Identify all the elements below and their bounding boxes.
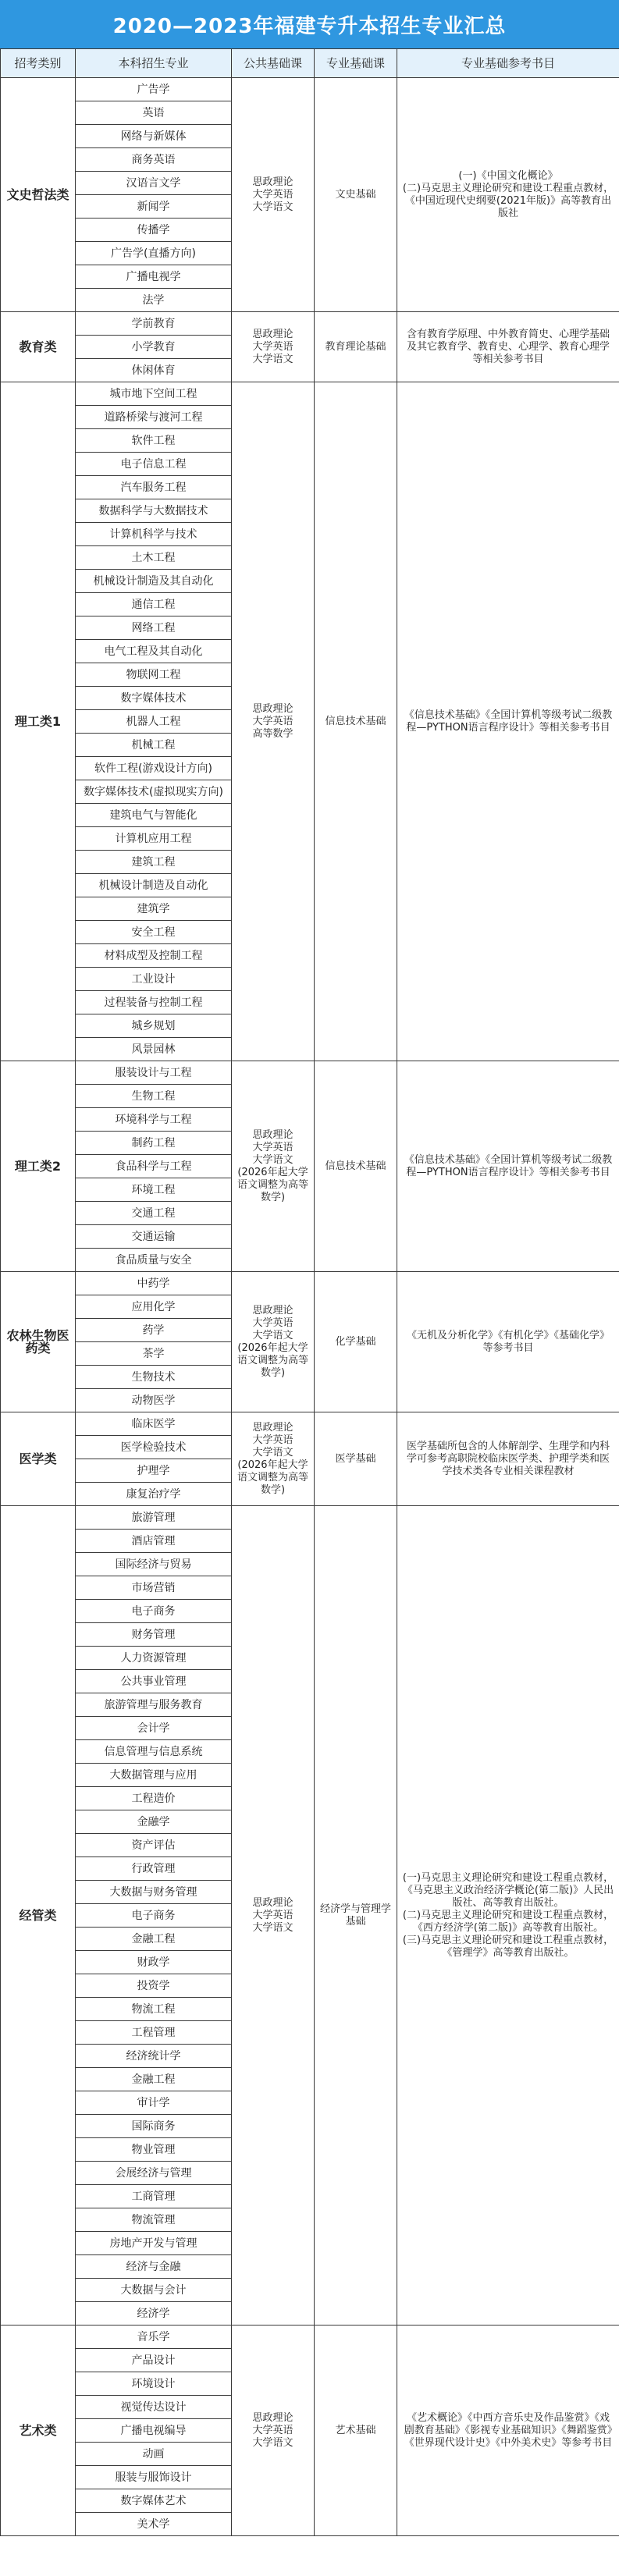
public-course-line: (2026年起大学语文调整为高等数学) bbox=[237, 1459, 308, 1496]
major-cell: 环境工程 bbox=[76, 1178, 232, 1202]
base-course-cell: 信息技术基础 bbox=[315, 382, 397, 1061]
major-cell: 工程造价 bbox=[76, 1787, 232, 1810]
reference-cell bbox=[397, 1412, 619, 1506]
category-cell: 理工类1 bbox=[1, 382, 76, 1061]
public-course-line: 高等数学 bbox=[252, 727, 293, 740]
major-cell: 材料成型及控制工程 bbox=[76, 944, 232, 968]
public-course-line: 思政理论 bbox=[252, 1421, 293, 1434]
major-cell: 学前教育 bbox=[76, 312, 232, 336]
reference-line: (一)马克思主义理论研究和建设工程重点教材，《马克思主义政治经济学概论(第二版)》人民出版社、高等教育出版社。 bbox=[402, 1871, 614, 1909]
major-cell: 法学 bbox=[76, 289, 232, 312]
reference-line: (二)马克思主义理论研究和建设工程重点教材，《西方经济学(第二版)》高等教育出版社。 bbox=[402, 1909, 614, 1934]
table-row bbox=[1, 2326, 619, 2349]
reference-line: (二)马克思主义理论研究和建设工程重点教材，《中国近现代史纲要(2021年版)》高等教育出版社 bbox=[402, 182, 614, 219]
page-title: 2020—2023年福建专升本招生专业汇总 bbox=[0, 0, 619, 48]
public-course-cell bbox=[232, 2326, 315, 2536]
major-cell: 网络与新媒体 bbox=[76, 125, 232, 148]
public-course-cell bbox=[232, 1412, 315, 1506]
major-cell: 汉语言文学 bbox=[76, 172, 232, 195]
major-cell: 广播电视学 bbox=[76, 265, 232, 289]
public-course-line: 思政理论 bbox=[252, 328, 293, 340]
major-cell: 经济统计学 bbox=[76, 2045, 232, 2068]
major-cell: 公共事业管理 bbox=[76, 1670, 232, 1693]
header-category: 招考类别 bbox=[1, 49, 76, 78]
table-row bbox=[1, 1061, 619, 1085]
major-cell: 物流工程 bbox=[76, 1998, 232, 2021]
major-cell: 制药工程 bbox=[76, 1132, 232, 1155]
public-course-line: 大学语文 bbox=[252, 1153, 293, 1166]
major-cell: 金融工程 bbox=[76, 2068, 232, 2091]
major-cell: 建筑电气与智能化 bbox=[76, 804, 232, 827]
major-cell: 小学教育 bbox=[76, 336, 232, 359]
header-row bbox=[1, 49, 619, 78]
major-cell: 金融工程 bbox=[76, 1928, 232, 1951]
major-cell: 茶学 bbox=[76, 1342, 232, 1366]
major-cell: 交通工程 bbox=[76, 1202, 232, 1225]
table-row bbox=[1, 1272, 619, 1295]
major-cell: 机械设计制造及其自动化 bbox=[76, 570, 232, 593]
reference-cell bbox=[397, 1061, 619, 1272]
public-course-cell bbox=[232, 382, 315, 1061]
major-cell: 机器人工程 bbox=[76, 710, 232, 734]
major-cell: 城乡规划 bbox=[76, 1014, 232, 1038]
public-course-line: 思政理论 bbox=[252, 702, 293, 715]
reference-cell bbox=[397, 312, 619, 382]
major-cell: 广告学(直播方向) bbox=[76, 242, 232, 265]
major-cell: 行政管理 bbox=[76, 1857, 232, 1881]
major-cell: 食品质量与安全 bbox=[76, 1249, 232, 1272]
major-cell: 大数据与会计 bbox=[76, 2279, 232, 2302]
table-row bbox=[1, 312, 619, 336]
reference-cell bbox=[397, 1506, 619, 2326]
major-cell: 电气工程及其自动化 bbox=[76, 640, 232, 663]
major-cell: 酒店管理 bbox=[76, 1530, 232, 1553]
reference-line: 含有教育学原理、中外教育简史、心理学基础及其它教育学、教育史、心理学、教育心理学等相关参考书目 bbox=[406, 328, 610, 365]
table-row bbox=[1, 78, 619, 101]
public-course-line: 思政理论 bbox=[252, 1304, 293, 1316]
major-cell: 软件工程 bbox=[76, 429, 232, 453]
category-cell: 医学类 bbox=[1, 1412, 76, 1506]
table-row bbox=[1, 382, 619, 406]
major-cell: 财政学 bbox=[76, 1951, 232, 1974]
major-cell: 传播学 bbox=[76, 219, 232, 242]
base-course-cell: 信息技术基础 bbox=[315, 1061, 397, 1272]
public-course-line: 思政理论 bbox=[252, 1896, 293, 1909]
major-cell: 数字媒体艺术 bbox=[76, 2489, 232, 2513]
category-cell: 农林生物医药类 bbox=[1, 1272, 76, 1412]
major-cell: 计算机应用工程 bbox=[76, 827, 232, 851]
major-cell: 康复治疗学 bbox=[76, 1483, 232, 1506]
public-course-line: 大学英语 bbox=[252, 1434, 293, 1446]
major-cell: 交通运输 bbox=[76, 1225, 232, 1249]
category-cell: 理工类2 bbox=[1, 1061, 76, 1272]
major-cell: 建筑学 bbox=[76, 897, 232, 921]
major-cell: 土木工程 bbox=[76, 546, 232, 570]
major-cell: 大数据管理与应用 bbox=[76, 1764, 232, 1787]
major-cell: 休闲体育 bbox=[76, 359, 232, 382]
public-course-line: 大学语文 bbox=[252, 2436, 293, 2449]
major-cell: 工业设计 bbox=[76, 968, 232, 991]
major-cell: 产品设计 bbox=[76, 2349, 232, 2372]
major-cell: 环境设计 bbox=[76, 2372, 232, 2396]
major-cell: 计算机科学与技术 bbox=[76, 523, 232, 546]
base-course-cell: 化学基础 bbox=[315, 1272, 397, 1412]
public-course-line: 大学英语 bbox=[252, 188, 293, 201]
major-cell: 环境科学与工程 bbox=[76, 1108, 232, 1132]
public-course-line: 思政理论 bbox=[252, 2411, 293, 2424]
public-course-cell bbox=[232, 312, 315, 382]
header-base-course: 专业基础课 bbox=[315, 49, 397, 78]
major-cell: 信息管理与信息系统 bbox=[76, 1740, 232, 1764]
major-cell: 投资学 bbox=[76, 1974, 232, 1998]
category-cell: 艺术类 bbox=[1, 2326, 76, 2536]
major-cell: 资产评估 bbox=[76, 1834, 232, 1857]
major-cell: 音乐学 bbox=[76, 2326, 232, 2349]
major-cell: 动画 bbox=[76, 2443, 232, 2466]
public-course-cell bbox=[232, 1272, 315, 1412]
public-course-line: 大学英语 bbox=[252, 1316, 293, 1329]
public-course-line: 大学语文 bbox=[252, 353, 293, 365]
major-cell: 安全工程 bbox=[76, 921, 232, 944]
reference-line: 医学基础所包含的人体解剖学、生理学和内科学可参考高职院校临床医学类、护理学类和医学技术类各专业相关课程教材 bbox=[406, 1440, 610, 1477]
header-references: 专业基础参考书目 bbox=[397, 49, 619, 78]
major-cell: 经济与金融 bbox=[76, 2255, 232, 2279]
major-cell: 视觉传达设计 bbox=[76, 2396, 232, 2419]
major-cell: 旅游管理与服务教育 bbox=[76, 1693, 232, 1717]
major-cell: 物业管理 bbox=[76, 2138, 232, 2162]
base-course-cell: 文史基础 bbox=[315, 78, 397, 312]
major-cell: 工商管理 bbox=[76, 2185, 232, 2208]
major-cell: 药学 bbox=[76, 1319, 232, 1342]
major-cell: 中药学 bbox=[76, 1272, 232, 1295]
public-course-line: 大学英语 bbox=[252, 1141, 293, 1153]
major-cell: 电子信息工程 bbox=[76, 453, 232, 476]
reference-cell bbox=[397, 2326, 619, 2536]
major-cell: 风景园林 bbox=[76, 1038, 232, 1061]
major-cell: 人力资源管理 bbox=[76, 1647, 232, 1670]
major-cell: 动物医学 bbox=[76, 1389, 232, 1412]
major-cell: 广告学 bbox=[76, 78, 232, 101]
public-course-line: 大学英语 bbox=[252, 340, 293, 353]
public-course-line: (2026年起大学语文调整为高等数学) bbox=[237, 1166, 308, 1203]
major-cell: 电子商务 bbox=[76, 1904, 232, 1928]
major-cell: 市场营销 bbox=[76, 1576, 232, 1600]
public-course-line: 大学英语 bbox=[252, 2424, 293, 2436]
major-cell: 财务管理 bbox=[76, 1623, 232, 1647]
major-cell: 临床医学 bbox=[76, 1412, 232, 1436]
major-cell: 广播电视编导 bbox=[76, 2419, 232, 2443]
major-cell: 食品科学与工程 bbox=[76, 1155, 232, 1178]
major-cell: 大数据与财务管理 bbox=[76, 1881, 232, 1904]
reference-line: 《艺术概论》《中西方音乐史及作品鉴赏》《戏剧教育基础》《影视专业基础知识》《舞蹈鉴赏》《世界现代设计史》《中外美术史》等参考书目 bbox=[404, 2411, 613, 2449]
major-cell: 汽车服务工程 bbox=[76, 476, 232, 499]
category-cell: 教育类 bbox=[1, 312, 76, 382]
base-course-cell: 经济学与管理学基础 bbox=[315, 1506, 397, 2326]
major-cell: 国际经济与贸易 bbox=[76, 1553, 232, 1576]
major-cell: 数据科学与大数据技术 bbox=[76, 499, 232, 523]
major-cell: 网络工程 bbox=[76, 616, 232, 640]
public-course-line: 大学英语 bbox=[252, 715, 293, 727]
reference-line: 《信息技术基础》《全国计算机等级考试二级教程—PYTHON语言程序设计》等相关参考书目 bbox=[404, 1153, 613, 1178]
category-cell: 经管类 bbox=[1, 1506, 76, 2326]
public-course-cell bbox=[232, 1506, 315, 2326]
major-cell: 新闻学 bbox=[76, 195, 232, 219]
major-cell: 美术学 bbox=[76, 2513, 232, 2536]
major-cell: 软件工程(游戏设计方向) bbox=[76, 757, 232, 780]
reference-line: (三)马克思主义理论研究和建设工程重点教材，《管理学》高等教育出版社。 bbox=[402, 1934, 614, 1959]
major-cell: 物流管理 bbox=[76, 2208, 232, 2232]
public-course-line: 思政理论 bbox=[252, 176, 293, 188]
major-cell: 服装设计与工程 bbox=[76, 1061, 232, 1085]
major-cell: 道路桥梁与渡河工程 bbox=[76, 406, 232, 429]
major-cell: 数字媒体技术(虚拟现实方向) bbox=[76, 780, 232, 804]
base-course-cell: 教育理论基础 bbox=[315, 312, 397, 382]
majors-table bbox=[0, 48, 619, 2536]
table-row bbox=[1, 1412, 619, 1436]
major-cell: 审计学 bbox=[76, 2091, 232, 2115]
major-cell: 通信工程 bbox=[76, 593, 232, 616]
major-cell: 机械设计制造及自动化 bbox=[76, 874, 232, 897]
public-course-line: 大学语文 bbox=[252, 201, 293, 213]
category-cell: 文史哲法类 bbox=[1, 78, 76, 312]
table-row bbox=[1, 1506, 619, 1530]
major-cell: 城市地下空间工程 bbox=[76, 382, 232, 406]
major-cell: 建筑工程 bbox=[76, 851, 232, 874]
major-cell: 旅游管理 bbox=[76, 1506, 232, 1530]
public-course-line: 大学英语 bbox=[252, 1909, 293, 1921]
major-cell: 生物技术 bbox=[76, 1366, 232, 1389]
major-cell: 会计学 bbox=[76, 1717, 232, 1740]
major-cell: 应用化学 bbox=[76, 1295, 232, 1319]
table-body bbox=[1, 78, 619, 2536]
header-major: 本科招生专业 bbox=[76, 49, 232, 78]
major-cell: 会展经济与管理 bbox=[76, 2162, 232, 2185]
major-cell: 经济学 bbox=[76, 2302, 232, 2326]
public-course-line: 思政理论 bbox=[252, 1128, 293, 1141]
major-cell: 生物工程 bbox=[76, 1085, 232, 1108]
public-course-line: 大学语文 bbox=[252, 1921, 293, 1934]
major-cell: 国际商务 bbox=[76, 2115, 232, 2138]
major-cell: 服装与服饰设计 bbox=[76, 2466, 232, 2489]
header-public-course: 公共基础课 bbox=[232, 49, 315, 78]
major-cell: 护理学 bbox=[76, 1459, 232, 1483]
base-course-cell: 医学基础 bbox=[315, 1412, 397, 1506]
major-cell: 数字媒体技术 bbox=[76, 687, 232, 710]
reference-cell bbox=[397, 1272, 619, 1412]
major-cell: 金融学 bbox=[76, 1810, 232, 1834]
reference-line: 《无机及分析化学》《有机化学》《基础化学》等参考书目 bbox=[406, 1329, 610, 1354]
major-cell: 过程装备与控制工程 bbox=[76, 991, 232, 1014]
public-course-cell bbox=[232, 1061, 315, 1272]
major-cell: 物联网工程 bbox=[76, 663, 232, 687]
major-cell: 工程管理 bbox=[76, 2021, 232, 2045]
public-course-cell bbox=[232, 78, 315, 312]
public-course-line: 大学语文 bbox=[252, 1329, 293, 1341]
major-cell: 医学检验技术 bbox=[76, 1436, 232, 1459]
base-course-cell: 艺术基础 bbox=[315, 2326, 397, 2536]
reference-line: (一)《中国文化概论》 bbox=[458, 169, 558, 182]
public-course-line: (2026年起大学语文调整为高等数学) bbox=[237, 1341, 308, 1379]
reference-cell bbox=[397, 382, 619, 1061]
reference-line: 《信息技术基础》《全国计算机等级考试二级教程—PYTHON语言程序设计》等相关参考书目 bbox=[404, 709, 613, 734]
public-course-line: 大学语文 bbox=[252, 1446, 293, 1459]
major-cell: 电子商务 bbox=[76, 1600, 232, 1623]
major-cell: 房地产开发与管理 bbox=[76, 2232, 232, 2255]
major-cell: 英语 bbox=[76, 101, 232, 125]
major-cell: 机械工程 bbox=[76, 734, 232, 757]
major-cell: 商务英语 bbox=[76, 148, 232, 172]
reference-cell bbox=[397, 78, 619, 312]
